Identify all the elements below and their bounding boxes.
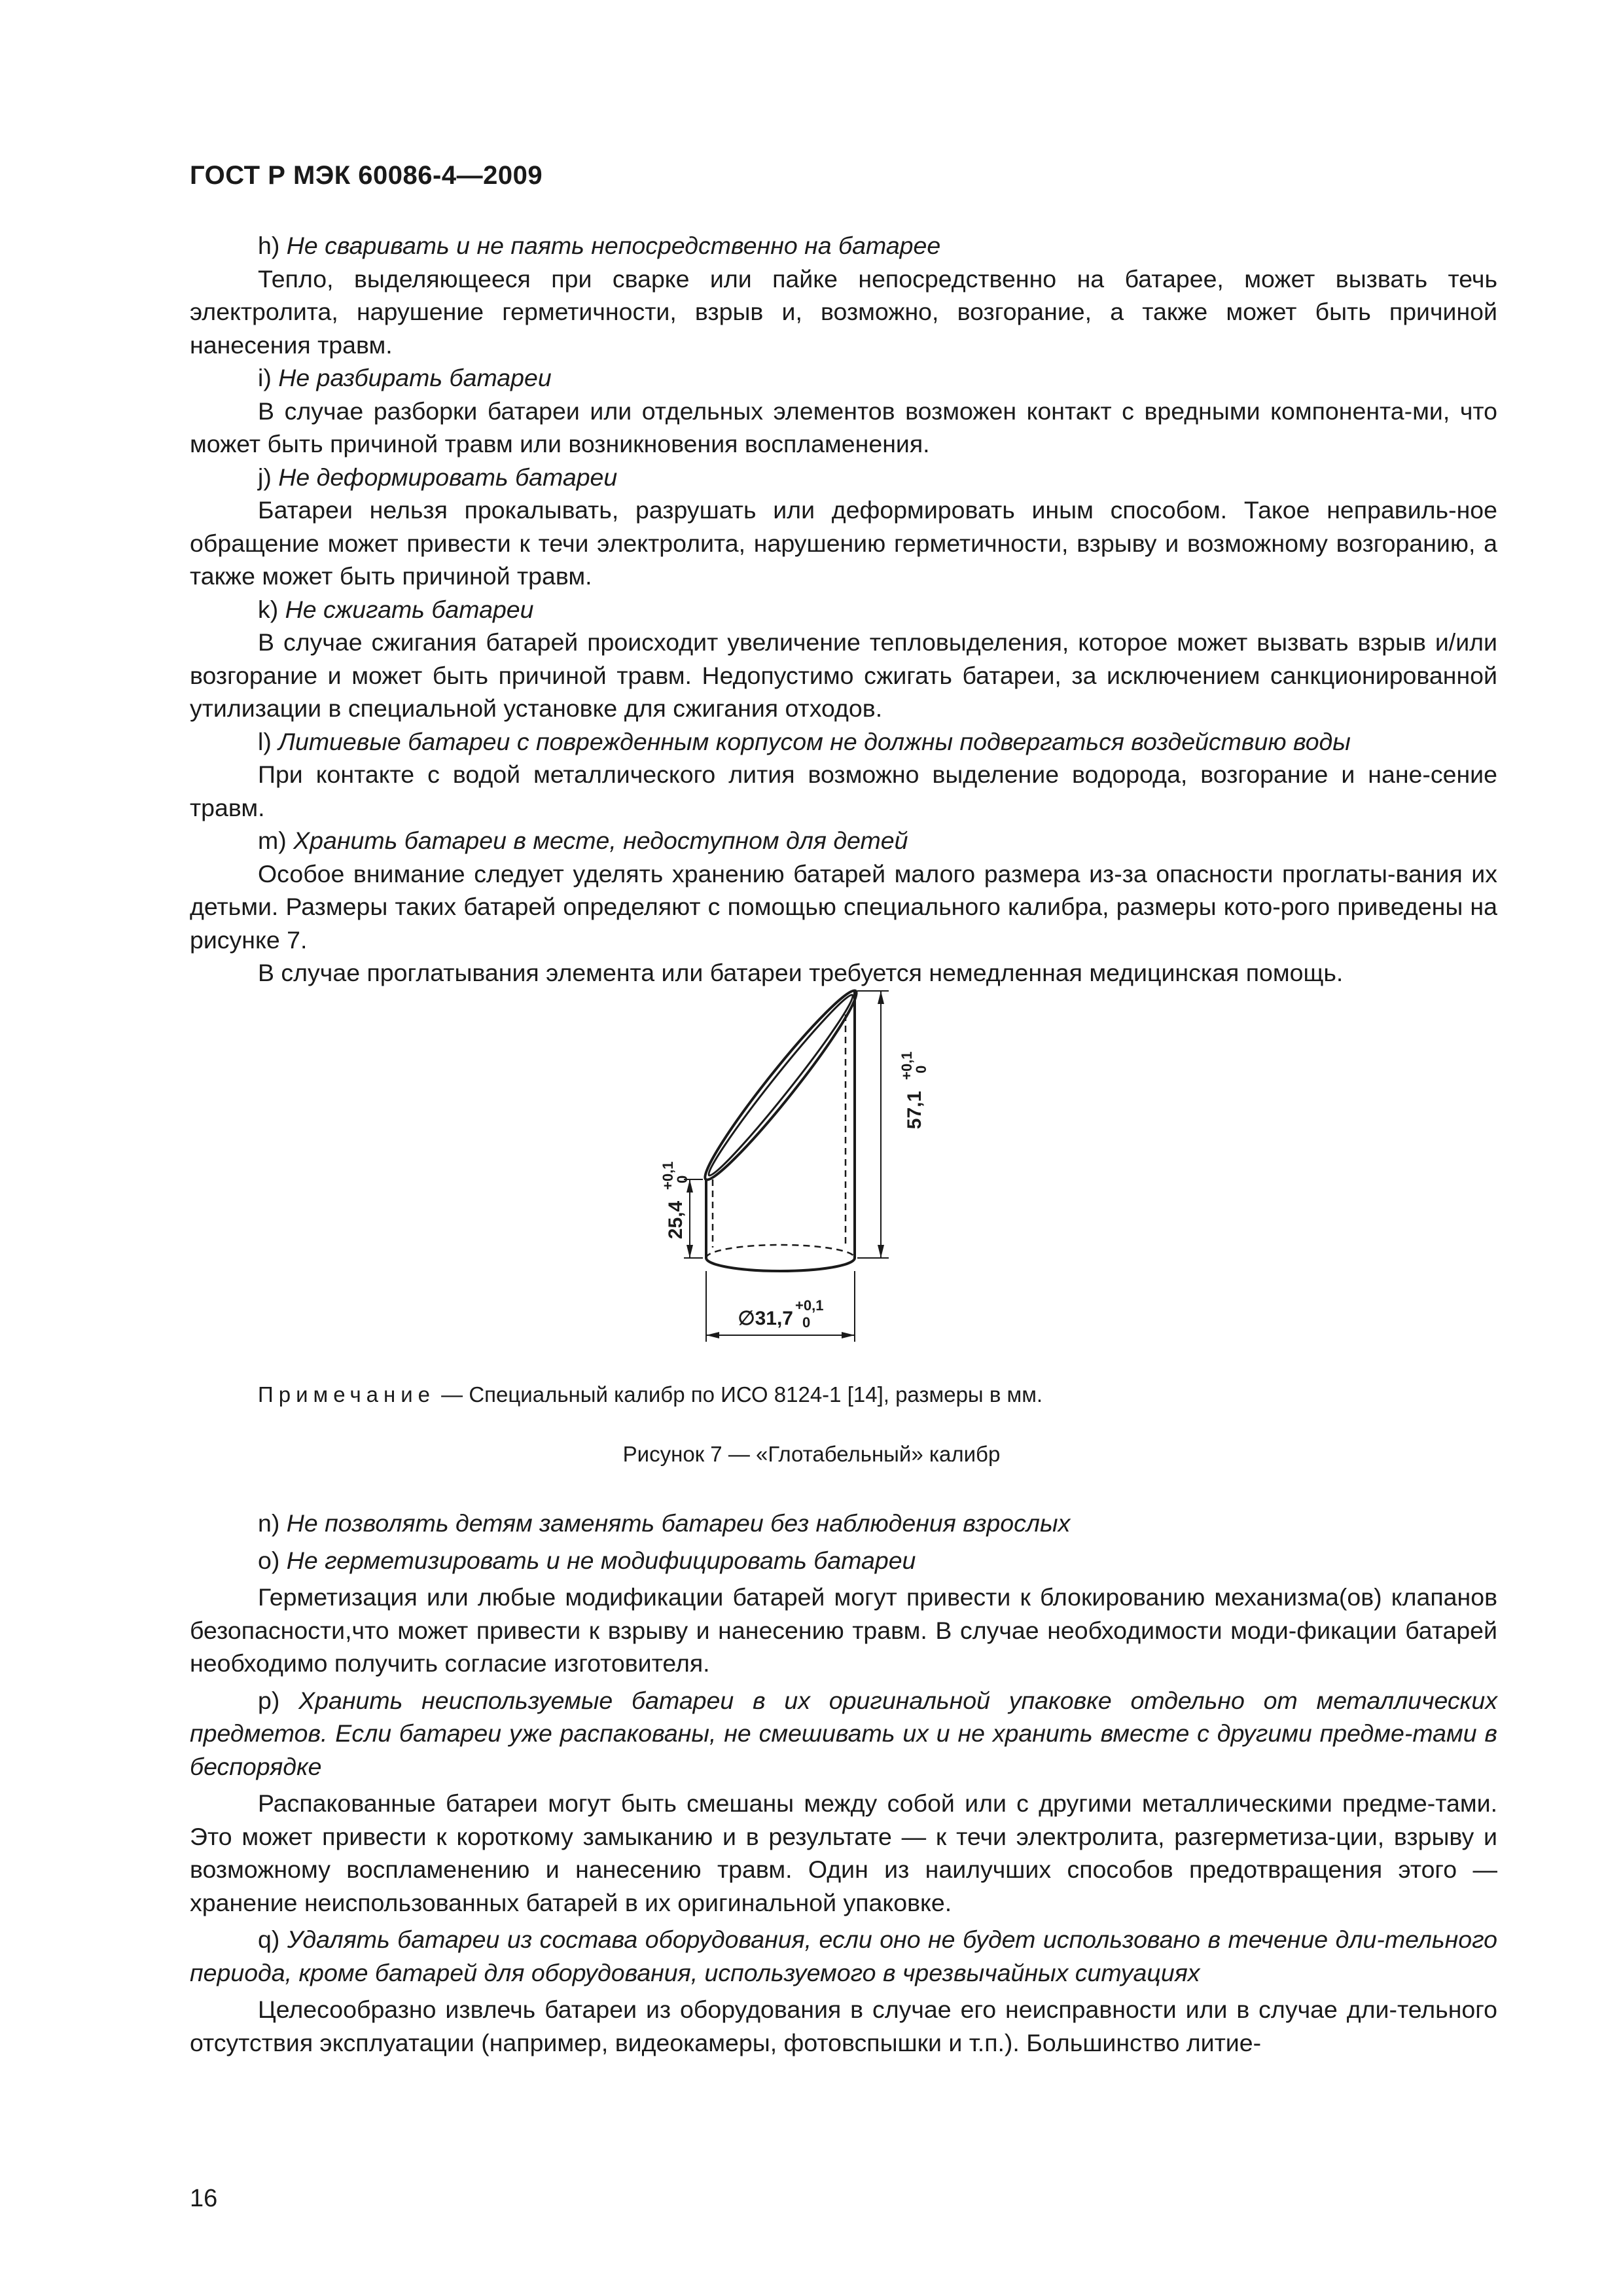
dim-short-arrow-bottom xyxy=(687,1245,693,1258)
text-block-bottom xyxy=(190,1507,1497,2059)
item-paragraph: В случае сжигания батарей происходит увеличение тепловыделения, которое может вызвать взрыв и/или возгорание и может быть причиной травм. Недопустимо сжигать батареи, за исключением санкционированной утилизации в специальной установке для сжигания отходов. xyxy=(190,628,1497,722)
dim-dia-arrow-left xyxy=(706,1332,719,1338)
gauge-bottom-back xyxy=(706,1245,855,1258)
item-heading-text: Не герметизировать и не модифицировать батареи xyxy=(286,1546,916,1574)
item-paragraph: В случае разборки батареи или отдельных элементов возможен контакт с вредными компонента-ми, что может быть причиной травм или возникновения воспламенения. xyxy=(190,397,1497,457)
svg-text:∅31,7: ∅31,7 xyxy=(738,1308,793,1329)
note-text: — Специальный калибр по ИСО 8124-1 [14], размеры в мм. xyxy=(435,1382,1043,1407)
item-heading-text: Не разбирать батареи xyxy=(278,364,552,391)
item-letter: k) xyxy=(258,595,279,623)
item-paragraph: Целесообразно извлечь батареи из оборудования в случае его неисправности или в случае дли-тельного отсутствия эксплуатации (например, видеокамеры, фотовспышки и т.п.). Большинство литие- xyxy=(190,1996,1497,2056)
item-heading xyxy=(190,1544,1497,1577)
item-paragraph: Тепло, выделяющееся при сварке или пайке непосредственно на батарее, может вызвать течь электролита, нарушение герметичности, взрыв и, возможно, возгорание, а также может быть причиной нанесения травм. xyxy=(190,264,1497,359)
item-heading xyxy=(190,1923,1497,1989)
svg-text:0: 0 xyxy=(802,1314,811,1331)
document-header: ГОСТ Р МЭК 60086-4—2009 xyxy=(190,161,543,190)
dim-dia-arrow-right xyxy=(842,1332,855,1338)
item-letter: l) xyxy=(258,727,272,755)
item-heading xyxy=(190,1684,1497,1784)
item-heading-text: Литиевые батареи с поврежденным корпусом не должны подвергаться воздействию воды xyxy=(278,727,1351,755)
item-letter: o) xyxy=(258,1546,280,1574)
item-letter: n) xyxy=(258,1509,280,1537)
item-paragraph: В случае проглатывания элемента или батареи требуется немедленная медицинская помощь. xyxy=(258,959,1344,986)
note-label: Примечание xyxy=(258,1382,436,1407)
item-heading xyxy=(190,593,1497,626)
dim-diameter-label xyxy=(738,1297,823,1331)
item-heading-text: Не позволять детям заменять батареи без наблюдения взрослых xyxy=(286,1509,1071,1537)
svg-text:25,4: 25,4 xyxy=(665,1200,687,1240)
dim-short-label xyxy=(660,1162,690,1240)
figure-swallow-gauge xyxy=(648,975,1054,1361)
item-letter: i) xyxy=(258,364,272,391)
item-paragraph: При контакте с водой металлического лития возможно выделение водорода, возгорание и нане-сение травм. xyxy=(190,761,1497,821)
gauge-top-ellipse-inner xyxy=(702,990,859,1181)
item-heading-text: Хранить неиспользуемые батареи в их оригинальной упаковке отдельно от металлических предметов. Если батареи уже распакованы, не смешивать их и не хранить вместе с другими предме-тами в беспорядке xyxy=(190,1686,1497,1780)
item-letter: p) xyxy=(258,1686,280,1714)
gauge-top-ellipse-outer xyxy=(695,982,866,1188)
item-heading-text: Удалять батареи из состава оборудования, если оно не будет использовано в течение дли-тельного периода, кроме батарей для оборудования, используемого в чрезвычайных ситуациях xyxy=(190,1926,1498,1986)
svg-text:+0,1: +0,1 xyxy=(795,1297,824,1314)
item-heading-text: Не деформировать батареи xyxy=(278,463,618,491)
item-heading xyxy=(190,461,1497,494)
item-letter: j) xyxy=(258,463,272,491)
item-paragraph: Особое внимание следует уделять хранению батарей малого размера из-за опасности проглаты-вания их детьми. Размеры таких батарей определяют с помощью специального калибра, размеры кото-рого приведены на рисунке 7. xyxy=(190,859,1497,954)
item-letter: q) xyxy=(258,1926,280,1953)
item-heading-text: Хранить батареи в месте, недоступном для детей xyxy=(293,827,908,854)
text-block-top xyxy=(190,229,1497,990)
item-heading xyxy=(190,361,1497,395)
item-heading-text: Не сжигать батареи xyxy=(285,595,534,623)
svg-text:0: 0 xyxy=(674,1175,690,1183)
item-heading xyxy=(190,1507,1497,1540)
item-paragraph: Герметизация или любые модификации батарей могут привести к блокированию механизма(ов) клапанов безопасности,что может привести к взрыву и нанесению травм. В случае необходимости моди-фикации батарей необходимо получить согласие изготовителя. xyxy=(190,1583,1497,1677)
item-heading xyxy=(190,824,1497,857)
dim-tall-arrow-top xyxy=(878,991,884,1004)
gauge-drawing xyxy=(648,975,1054,1361)
dim-tall-label xyxy=(899,1052,929,1130)
item-letter: h) xyxy=(258,232,280,259)
item-heading-text: Не сваривать и не паять непосредственно на батарее xyxy=(286,232,941,259)
figure-note xyxy=(258,1382,1043,1407)
dim-tall-arrow-bottom xyxy=(878,1245,884,1258)
svg-text:57,1: 57,1 xyxy=(904,1090,925,1130)
gauge-bottom-front xyxy=(706,1258,855,1271)
page-number: 16 xyxy=(190,2185,218,2212)
item-paragraph: Батареи нельзя прокалывать, разрушать или деформировать иным способом. Такое неправиль-ное обращение может привести к течи электролита, нарушению герметичности, взрыву и возможному возгоранию, а также может быть причиной травм. xyxy=(190,496,1497,590)
figure-caption: Рисунок 7 — «Глотабельный» калибр xyxy=(622,1442,1001,1466)
svg-text:+0,1: +0,1 xyxy=(899,1051,915,1080)
item-heading xyxy=(190,229,1497,262)
svg-text:+0,1: +0,1 xyxy=(660,1161,676,1190)
item-paragraph: Распакованные батареи могут быть смешаны между собой или с другими металлическими предме-тами. Это может привести к короткому замыканию и в результате — к течи электролита, разгерметиза-ции, взрыву и возможному воспламенению и нанесению травм. Один из наилучших способов предотвращения этого — хранение неиспользованных батарей в их оригинальной упаковке. xyxy=(190,1789,1497,1916)
item-letter: m) xyxy=(258,827,287,854)
item-heading xyxy=(190,725,1497,759)
svg-text:0: 0 xyxy=(913,1065,929,1073)
